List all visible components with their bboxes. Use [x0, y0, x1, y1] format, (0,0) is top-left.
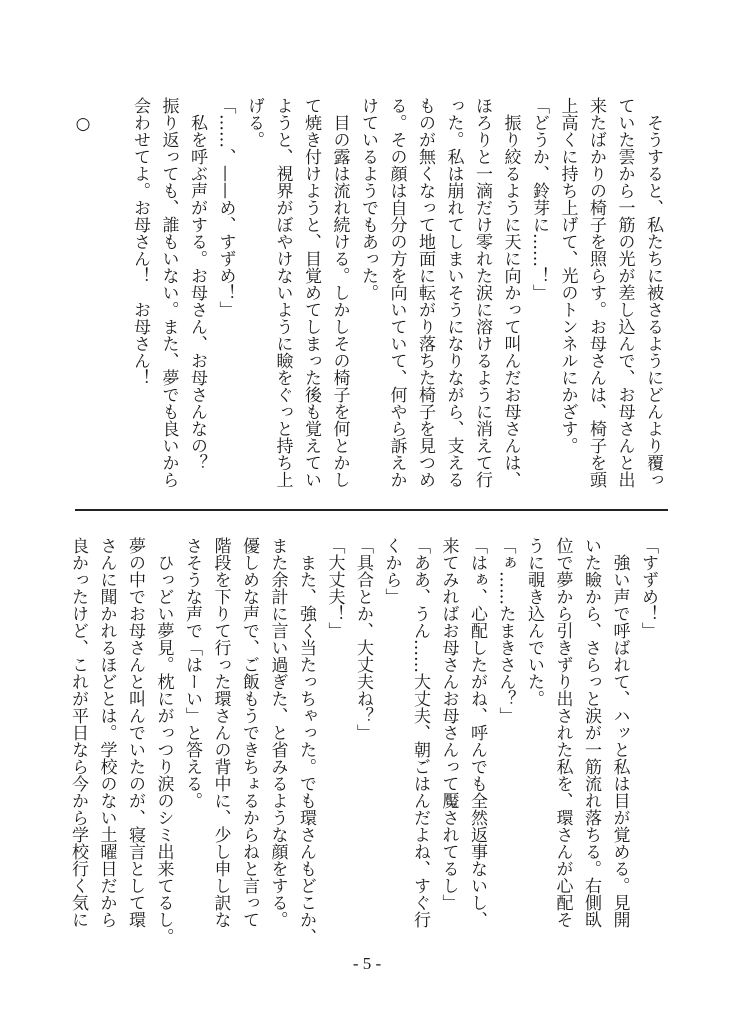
- text-column: 優しめな声で、ご飯もうできちょるからねと言って: [239, 537, 259, 928]
- text-column: また余計に言い過ぎた、と省みるような顔をする。: [267, 537, 288, 928]
- text-column: ていた雲から一筋の光が差し込んで、お母さんと出: [614, 97, 635, 488]
- bottom-text-section: [64, 537, 663, 945]
- text-column: 「すずめ！」: [638, 537, 658, 639]
- text-column: 「ぁ……たまきさん？」: [495, 537, 516, 724]
- text-column: った。私は崩れてしまいそうになりながら、支える: [443, 97, 464, 488]
- text-column: 階段を下りて行った環さんの背中に、少し申し訳な: [210, 537, 231, 928]
- text-column: て焼き付けようと、目覚めてしまった後も覚えてい: [301, 97, 321, 488]
- text-column: 「具合とか、大丈夫ね？」: [353, 537, 373, 741]
- text-column: うに覗き込んでいた。: [524, 537, 544, 707]
- text-column: 「どうか、鈴芽に……！」: [529, 97, 549, 301]
- text-column: 振り絞るように天に向かって叫んだお母さんは、: [500, 97, 521, 488]
- text-column: けているようでもあった。: [358, 97, 378, 301]
- text-column: さんに聞かれるほどとは。学校のない土曜日だから: [96, 537, 117, 928]
- text-column: ようと、視界がぼやけないように瞼をぐっと持ち上: [272, 97, 293, 488]
- text-column: 上高くに持ち上げて、光のトンネルにかざす。: [557, 97, 578, 454]
- text-column: さそうな声で「はーい」と答える。: [182, 537, 202, 809]
- text-column: [97, 97, 126, 492]
- text-column: 「はぁ、心配したがね、呼んでも全然返事ないし、: [467, 537, 487, 928]
- text-column: また、強く当たっちゃった。でも環さんもどこか、: [296, 537, 316, 945]
- text-column: いた瞼から、さらっと涙が一筋流れ落ちる。右側臥: [581, 537, 601, 928]
- text-column: ものが無くなって地面に転がり落ちた椅子を見つめ: [415, 97, 435, 488]
- top-text-section: [69, 97, 668, 492]
- text-column: る。その顔は自分の方を向いていて、何やら訴えか: [386, 97, 407, 488]
- text-column: ひっどい夢見。枕にがっつり涙のシミ出来てるし。: [153, 537, 174, 945]
- text-column: げる。: [244, 97, 264, 148]
- text-column: ○: [73, 97, 93, 134]
- text-column: そうすると、私たちに被さるようにどんより覆っ: [643, 97, 663, 488]
- text-column: 位で夢から引きずり出された私を、環さんが心配そ: [552, 537, 573, 928]
- text-column: 私を呼ぶ声がする。お母さん、お母さんなの？: [187, 97, 207, 471]
- text-column: 「ああ、うん……大丈夫、朝ごはんだよね、すぐ行: [410, 537, 430, 928]
- text-column: 夢の中でお母さんと叫んでいたのが、寝言として環: [125, 537, 145, 928]
- text-column: 「大丈夫！」: [324, 537, 345, 639]
- text-column: 強い声で呼ばれて、ハッと私は目が覚める。見開: [609, 537, 630, 928]
- text-column: 来たばかりの椅子を照らす。お母さんは、椅子を頭: [586, 97, 606, 488]
- page-number: - 5 -: [352, 954, 382, 973]
- text-column: 来てみればお母さんお母さんって魘されてるし」: [438, 537, 459, 911]
- text-column: ほろりと一滴だけ零れた涙に溶けるように消えて行: [472, 97, 492, 488]
- text-column: 良かったけど、これが平日なら今から学校行く気に: [68, 537, 88, 928]
- text-column: 目の露は流れ続ける。しかしその椅子を何とかし: [329, 97, 350, 488]
- text-column: くから」: [381, 537, 402, 605]
- section-divider: [75, 509, 668, 511]
- text-column: 振り返っても、誰もいない。また、夢でも良いから: [158, 97, 179, 488]
- text-column: 会わせてよ。お母さん！ お母さん！: [130, 97, 150, 386]
- text-column: 「……、——め、すずめ！」: [215, 97, 236, 318]
